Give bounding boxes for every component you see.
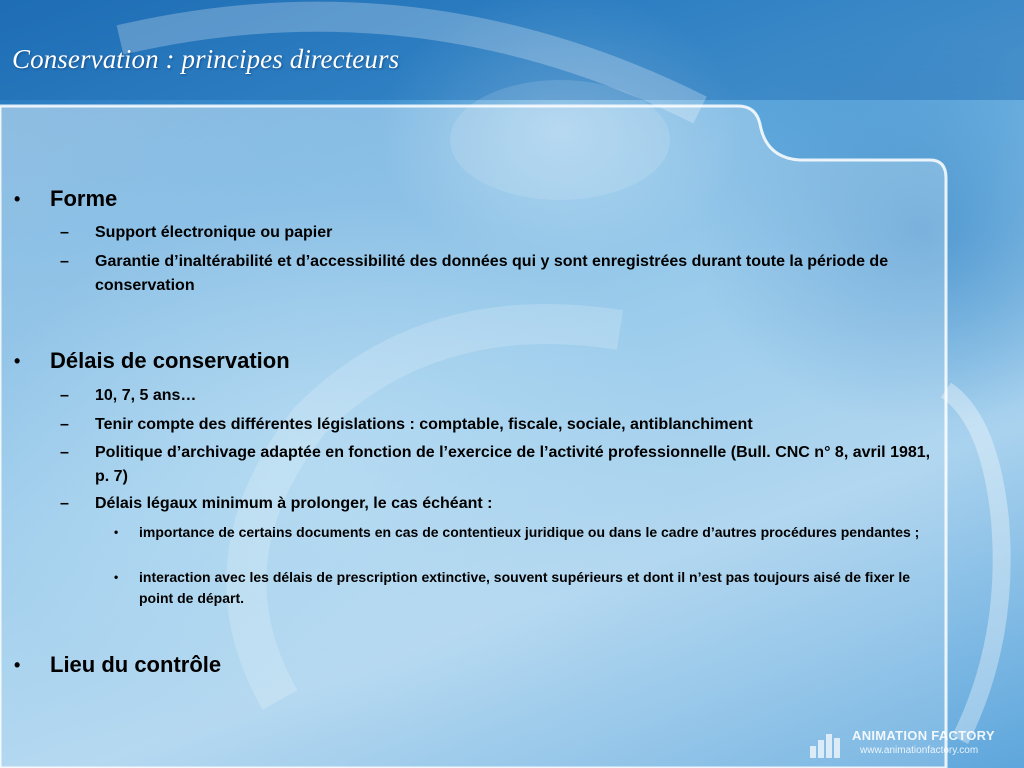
bullet-icon: • — [14, 655, 21, 675]
sub-list-item-text: importance de certains documents en cas de contentieux juridique ou dans le cadre d’autres procédures pendantes ; — [139, 524, 920, 540]
bullet-icon: • — [14, 189, 21, 209]
logo-url: www.animationfactory.com — [860, 745, 979, 756]
logo-icon — [808, 728, 848, 760]
list-item — [60, 492, 945, 516]
sub-list-item — [114, 567, 929, 609]
bullet-icon: • — [14, 351, 21, 371]
list-item — [60, 413, 945, 437]
list-item — [60, 441, 945, 489]
list-item — [60, 221, 945, 245]
list-item-text: Délais légaux minimum à prolonger, le cas échéant : — [95, 495, 493, 512]
dash-bullet-icon: – — [60, 387, 69, 404]
list-item-text: Politique d’archivage adaptée en fonction de l’exercice de l’activité professionnelle (Bull. CNC n° 8, avril 1981, p. 7) — [95, 444, 931, 485]
list-item-text: 10, 7, 5 ans… — [95, 387, 197, 404]
dash-bullet-icon: – — [60, 253, 69, 270]
animation-factory-logo — [808, 726, 1018, 762]
bullet-icon: • — [114, 525, 119, 539]
list-item — [60, 250, 945, 298]
sub-list-item-text: interaction avec les délais de prescription extinctive, souvent supérieurs et dont il n’est pas toujours aisé de fixer le point de départ. — [139, 569, 911, 606]
section-heading: Délais de conservation — [50, 348, 290, 373]
bullet-icon: • — [114, 570, 119, 584]
slide-title: Conservation : principes directeurs — [12, 44, 400, 74]
list-item — [60, 384, 945, 408]
section-delais — [14, 348, 290, 374]
logo-name: ANIMATION FACTORY — [852, 728, 995, 743]
section-heading: Lieu du contrôle — [50, 652, 222, 677]
dash-bullet-icon: – — [60, 416, 69, 433]
section-heading: Forme — [50, 186, 118, 211]
dash-bullet-icon: – — [60, 224, 69, 241]
list-item-text: Garantie d’inaltérabilité et d’accessibilité des données qui y sont enregistrées durant toute la période de conservation — [95, 253, 889, 294]
dash-bullet-icon: – — [60, 495, 69, 512]
dash-bullet-icon: – — [60, 444, 69, 461]
section-lieu — [14, 652, 222, 678]
section-forme — [14, 186, 118, 212]
sub-list-item — [114, 522, 929, 543]
list-item-text: Tenir compte des différentes législations : comptable, fiscale, sociale, antiblanchiment — [95, 416, 753, 433]
list-item-text: Support électronique ou papier — [95, 224, 333, 241]
